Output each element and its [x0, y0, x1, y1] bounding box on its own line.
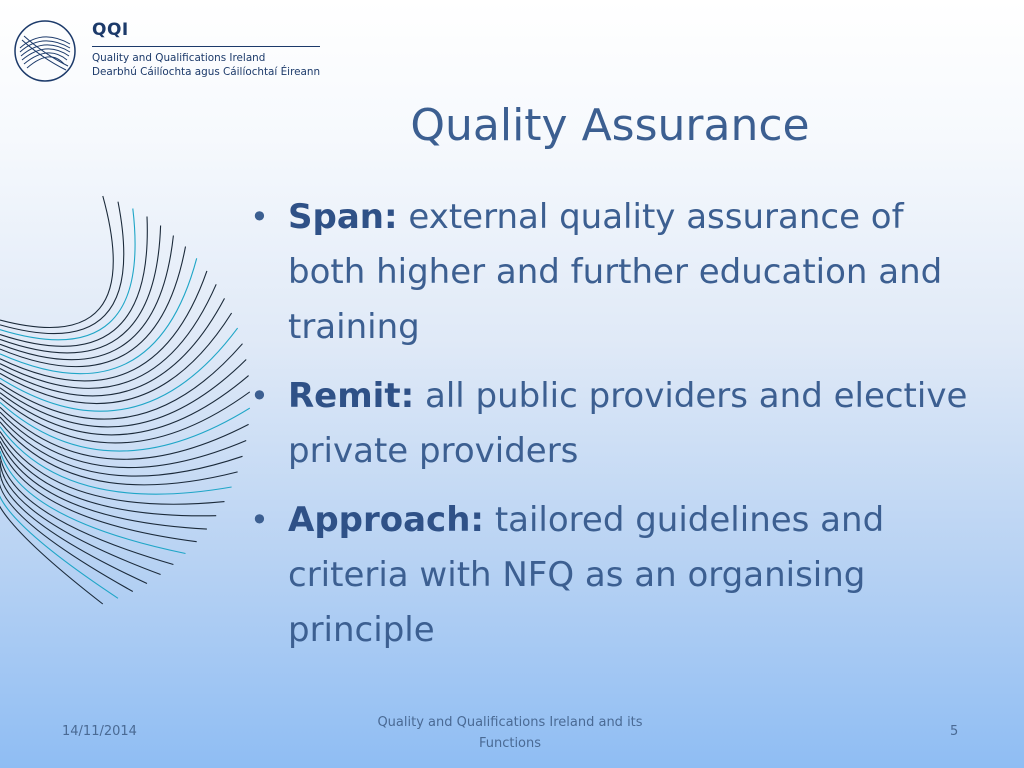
bullet-term: Span: [288, 197, 398, 237]
swirl-line [0, 427, 232, 494]
bullet-text: tailored guidelines and criteria with NFQ as an organising principle [288, 500, 885, 650]
bullet-term: Approach: [288, 500, 485, 540]
bullet-text: external quality assurance of both higher and further education and training [288, 197, 943, 347]
brand-english-name: Quality and Qualifications Ireland [92, 52, 266, 64]
qqi-swirl-logo-icon [12, 18, 78, 84]
brand-irish-name: Dearbhú Cáilíochta agus Cáilíochtaí Éireann [92, 66, 321, 78]
swirl-line [0, 480, 103, 604]
swirl-line [0, 196, 113, 327]
bullet-marker: • [250, 501, 269, 539]
slide-title: Quality Assurance [410, 100, 810, 151]
swirl-line [0, 217, 147, 347]
brand-name: QQI [92, 20, 129, 40]
bullet-item-remit [250, 369, 970, 479]
bullet-marker: • [250, 377, 269, 415]
swirl-line [0, 209, 135, 340]
footer-date: 14/11/2014 [62, 724, 137, 739]
page-number: 5 [950, 724, 959, 739]
swirl-line [0, 298, 225, 395]
swirl-line [0, 456, 173, 565]
brand-block [92, 20, 332, 79]
swirl-line [0, 461, 161, 575]
bullet-text: all public providers and elective private providers [288, 376, 968, 471]
footer-title: Quality and Qualifications Ireland and its Functions [377, 715, 643, 751]
swirl-line [0, 247, 186, 367]
swirl-line [0, 284, 216, 388]
swirl-line [0, 470, 133, 591]
bullet-marker: • [250, 198, 269, 236]
swirl-line [0, 202, 124, 334]
bullet-item-approach [250, 493, 970, 658]
bullet-term: Remit: [288, 376, 415, 416]
bullet-list [250, 190, 970, 672]
bullet-item-span [250, 190, 970, 355]
swirl-line [0, 328, 238, 411]
decorative-swirl-graphic [0, 180, 250, 620]
qqi-logo [12, 18, 342, 88]
brand-divider [92, 46, 320, 47]
